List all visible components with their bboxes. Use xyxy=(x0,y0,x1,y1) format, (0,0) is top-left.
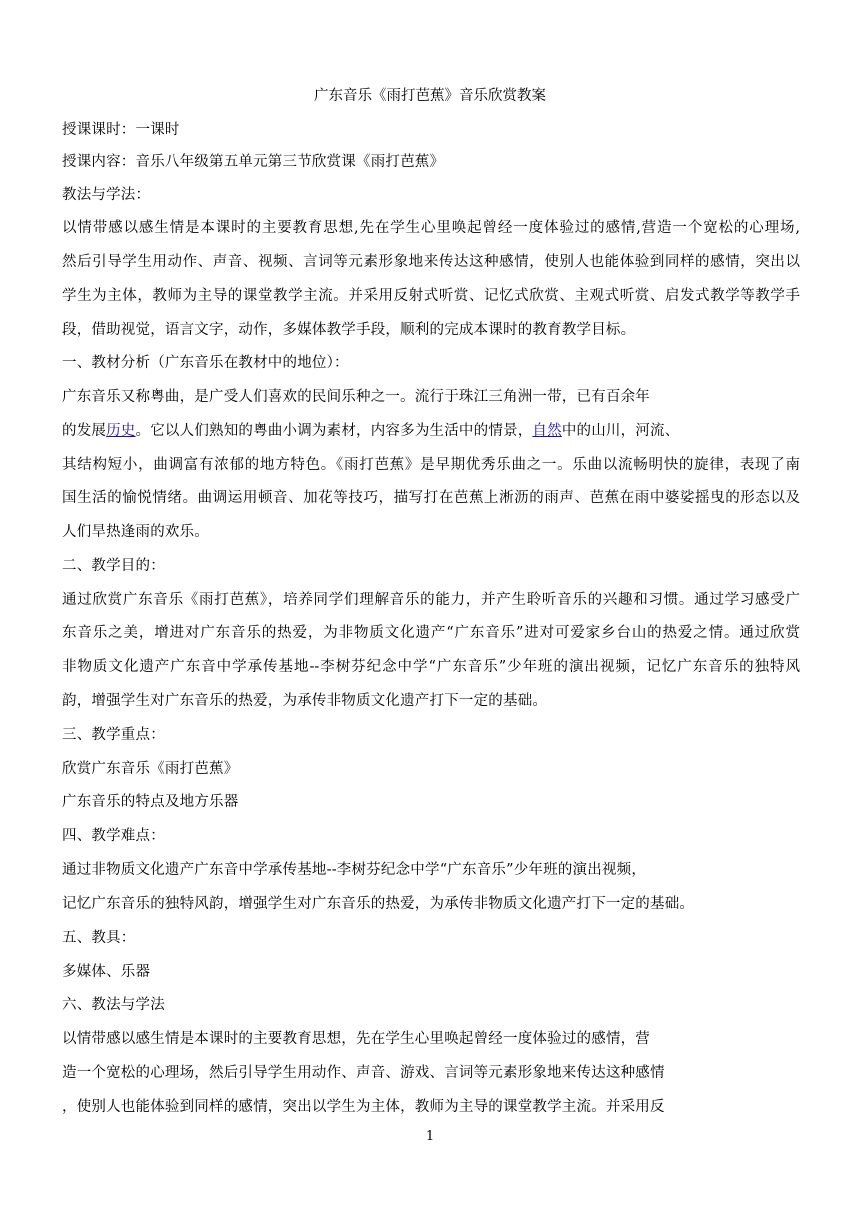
text-line: 授课课时：一课时 xyxy=(62,122,180,138)
section-heading: 六、教法与学法 xyxy=(62,997,165,1013)
section-heading: 三、教学重点： xyxy=(62,727,165,743)
text-line: 教法与学法： xyxy=(62,187,151,203)
history-link[interactable]: 历史 xyxy=(106,423,136,439)
section-heading: 二、教学目的： xyxy=(62,558,165,574)
text-line: 学生为主体，教师为主导的课堂教学主流。并采用反射式听赏、记忆式欣赏、主观式听赏、启发式教学等教学手 xyxy=(62,288,800,304)
section-heading: 五、教具： xyxy=(62,930,136,946)
text-line: 人们旱热逢雨的欢乐。 xyxy=(62,524,209,540)
text-line: 以情带感以感生情是本课时的主要教育思想,先在学生心里唤起曾经一度体验过的感情,营造一个宽松的心理场, xyxy=(62,220,800,236)
document-title: 广东音乐《雨打芭蕉》音乐欣赏教案 xyxy=(314,88,546,104)
section-heading: 四、教学难点： xyxy=(62,828,165,844)
nature-link[interactable]: 自然 xyxy=(532,423,562,439)
text-line: 国生活的愉悦情绪。曲调运用顿音、加花等技巧，描写打在芭蕉上淅沥的雨声、芭蕉在雨中婆娑摇曳的形态以及 xyxy=(62,490,800,506)
text-line: 授课内容：音乐八年级第五单元第三节欣赏课《雨打芭蕉》 xyxy=(62,154,445,170)
text-line: 通过欣赏广东音乐《雨打芭蕉》，培养同学们理解音乐的能力，并产生聆听音乐的兴趣和习惯。通过学习感受广 xyxy=(62,592,800,608)
text-line: 东音乐之美，增进对广东音乐的热爱，为非物质文化遗产“广东音乐”进对可爱家乡台山的热爱之情。通过欣赏 xyxy=(62,625,800,641)
text-line: 段，借助视觉，语言文字，动作，多媒体教学手段，顺利的完成本课时的教育教学目标。 xyxy=(62,322,636,338)
text-segment: 。它以人们熟知的粤曲小调为素材，内容多为生活中的情景， xyxy=(135,423,533,439)
page-number: 1 xyxy=(425,1129,435,1144)
text-line: 欣赏广东音乐《雨打芭蕉》 xyxy=(62,761,239,777)
text-line: 韵，增强学生对广东音乐的热爱，为承传非物质文化遗产打下一定的基础。 xyxy=(62,693,548,709)
text-segment: 中的山川，河流、 xyxy=(561,423,680,439)
section-heading: 一、教材分析（广东音乐在教材中的地位）： xyxy=(62,355,349,371)
text-line: 然后引导学生用动作、声音、视频、言词等元素形象地来传达这种感情，使别人也能体验到同样的感情，突出以 xyxy=(62,254,800,270)
text-line: ，使别人也能体验到同样的感情，突出以学生为主体，教师为主导的课堂教学主流。并采用反 xyxy=(62,1099,665,1115)
text-line: 记忆广东音乐的独特风韵，增强学生对广东音乐的热爱，为承传非物质文化遗产打下一定的基础。 xyxy=(62,896,695,912)
text-segment: 的发展 xyxy=(62,423,107,439)
text-line: 非物质文化遗产广东音中学承传基地--李树芬纪念中学“广东音乐”少年班的演出视频，记忆广东音乐的独特风 xyxy=(62,659,800,675)
text-line: 多媒体、乐器 xyxy=(62,964,151,980)
text-line: 广东音乐又称粤曲，是广受人们喜欢的民间乐种之一。流行于珠江三角洲一带，已有百余年 xyxy=(62,389,650,405)
text-line: 其结构短小，曲调富有浓郁的地方特色。《雨打芭蕉》是早期优秀乐曲之一。乐曲以流畅明快的旋律，表现了南 xyxy=(62,457,800,473)
text-line-with-links xyxy=(62,421,679,441)
text-line: 造一个宽松的心理场，然后引导学生用动作、声音、游戏、言词等元素形象地来传达这种感情 xyxy=(62,1065,665,1081)
text-line: 以情带感以感生情是本课时的主要教育思想，先在学生心里唤起曾经一度体验过的感情，营 xyxy=(62,1031,650,1047)
text-line: 广东音乐的特点及地方乐器 xyxy=(62,794,239,810)
text-line: 通过非物质文化遗产广东音中学承传基地--李树芬纪念中学“广东音乐”少年班的演出视频， xyxy=(62,862,647,878)
